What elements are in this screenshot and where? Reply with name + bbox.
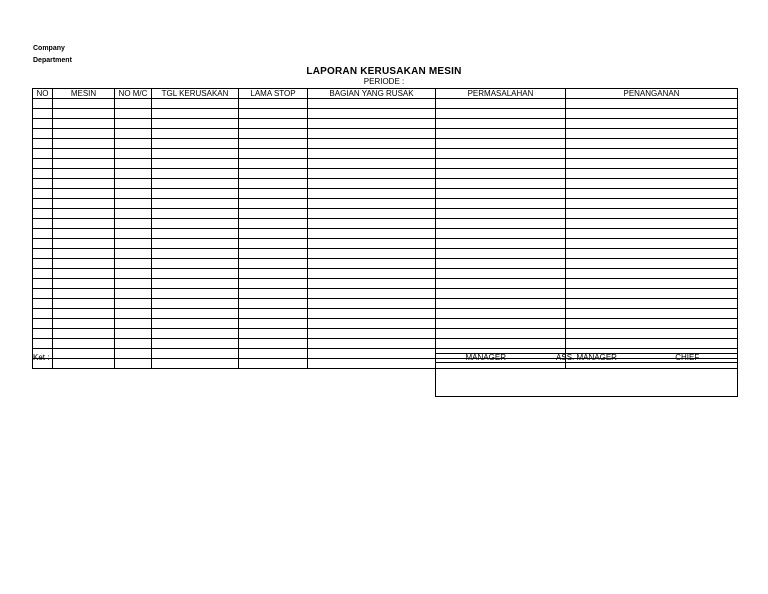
table-cell: [239, 129, 308, 139]
table-cell: [53, 289, 115, 299]
table-cell: [53, 189, 115, 199]
table-cell: [33, 149, 53, 159]
table-cell: [308, 319, 436, 329]
table-cell: [436, 219, 566, 229]
column-header-bagian-yang-rusak: BAGIAN YANG RUSAK: [308, 89, 436, 99]
table-cell: [115, 289, 152, 299]
table-cell: [308, 219, 436, 229]
table-cell: [53, 219, 115, 229]
table-cell: [239, 259, 308, 269]
table-cell: [53, 109, 115, 119]
table-cell: [33, 249, 53, 259]
table-cell: [53, 349, 115, 359]
table-cell: [53, 169, 115, 179]
report-title: LAPORAN KERUSAKAN MESIN: [306, 66, 462, 77]
table-cell: [33, 189, 53, 199]
table-cell: [53, 159, 115, 169]
table-cell: [53, 139, 115, 149]
table-row: [33, 99, 738, 109]
table-row: [33, 209, 738, 219]
table-cell: [566, 179, 738, 189]
table-cell: [33, 299, 53, 309]
table-cell: [152, 279, 239, 289]
table-cell: [152, 99, 239, 109]
column-header-permasalahan: PERMASALAHAN: [436, 89, 566, 99]
table-cell: [53, 279, 115, 289]
table-cell: [239, 209, 308, 219]
table-cell: [308, 129, 436, 139]
table-cell: [308, 339, 436, 349]
table-cell: [436, 139, 566, 149]
table-cell: [566, 269, 738, 279]
table-cell: [436, 169, 566, 179]
table-row: [33, 309, 738, 319]
department-label: Department: [33, 57, 72, 64]
table-row: [33, 219, 738, 229]
table-row: [33, 229, 738, 239]
table-row: [33, 289, 738, 299]
table-cell: [308, 289, 436, 299]
table-cell: [115, 109, 152, 119]
table-cell: [152, 349, 239, 359]
table-cell: [152, 119, 239, 129]
table-cell: [152, 159, 239, 169]
table-cell: [152, 329, 239, 339]
table-cell: [436, 289, 566, 299]
table-cell: [53, 229, 115, 239]
table-cell: [152, 259, 239, 269]
table-cell: [436, 109, 566, 119]
table-cell: [239, 109, 308, 119]
table-cell: [566, 259, 738, 269]
table-cell: [115, 119, 152, 129]
table-cell: [115, 239, 152, 249]
table-cell: [239, 289, 308, 299]
table-cell: [115, 159, 152, 169]
table-cell: [308, 299, 436, 309]
table-cell: [53, 299, 115, 309]
table-cell: [115, 309, 152, 319]
table-row: [33, 269, 738, 279]
table-cell: [115, 359, 152, 369]
table-cell: [436, 209, 566, 219]
table-cell: [566, 329, 738, 339]
table-cell: [308, 149, 436, 159]
table-cell: [436, 249, 566, 259]
table-cell: [115, 219, 152, 229]
table-cell: [239, 189, 308, 199]
table-cell: [308, 159, 436, 169]
table-cell: [566, 299, 738, 309]
table-cell: [33, 159, 53, 169]
table-cell: [152, 129, 239, 139]
table-cell: [33, 329, 53, 339]
table-cell: [53, 249, 115, 259]
table-cell: [566, 249, 738, 259]
table-cell: [115, 319, 152, 329]
table-cell: [53, 309, 115, 319]
table-cell: [115, 299, 152, 309]
table-cell: [239, 149, 308, 159]
table-cell: [308, 239, 436, 249]
table-cell: [33, 239, 53, 249]
table-cell: [566, 99, 738, 109]
table-cell: [53, 359, 115, 369]
table-cell: [239, 309, 308, 319]
table-cell: [308, 209, 436, 219]
table-cell: [239, 279, 308, 289]
table-cell: [436, 309, 566, 319]
ket-label: Ket :: [33, 353, 50, 362]
damage-report-table: [32, 88, 738, 369]
table-header-row: [33, 89, 738, 99]
table-row: [33, 129, 738, 139]
column-header-penanganan: PENANGANAN: [566, 89, 738, 99]
table-cell: [53, 199, 115, 209]
table-cell: [239, 169, 308, 179]
table-cell: [33, 139, 53, 149]
table-cell: [566, 139, 738, 149]
table-cell: [239, 99, 308, 109]
table-row: [33, 109, 738, 119]
table-cell: [308, 169, 436, 179]
table-cell: [115, 209, 152, 219]
table-cell: [115, 179, 152, 189]
table-cell: [239, 159, 308, 169]
table-row: [33, 119, 738, 129]
table-row: [33, 199, 738, 209]
table-cell: [53, 329, 115, 339]
table-cell: [53, 339, 115, 349]
company-label: Company: [33, 45, 65, 52]
table-cell: [33, 319, 53, 329]
periode-label: PERIODE :: [363, 77, 405, 86]
table-cell: [152, 169, 239, 179]
table-cell: [152, 269, 239, 279]
table-cell: [33, 339, 53, 349]
table-cell: [239, 229, 308, 239]
table-cell: [436, 319, 566, 329]
table-cell: [33, 109, 53, 119]
table-cell: [152, 239, 239, 249]
table-cell: [308, 179, 436, 189]
table-cell: [115, 129, 152, 139]
table-cell: [239, 199, 308, 209]
table-cell: [53, 129, 115, 139]
table-cell: [436, 189, 566, 199]
table-cell: [53, 149, 115, 159]
table-cell: [152, 109, 239, 119]
table-cell: [436, 149, 566, 159]
table-cell: [436, 199, 566, 209]
table-cell: [308, 329, 436, 339]
table-cell: [152, 229, 239, 239]
approval-chief: CHIEF: [638, 354, 738, 363]
table-cell: [239, 249, 308, 259]
table-cell: [566, 129, 738, 139]
table-cell: [152, 309, 239, 319]
table-row: [33, 319, 738, 329]
table-cell: [152, 179, 239, 189]
table-cell: [308, 359, 436, 369]
table-cell: [308, 99, 436, 109]
table-cell: [239, 329, 308, 339]
table-body: [33, 99, 738, 369]
table-cell: [33, 309, 53, 319]
table-cell: [152, 199, 239, 209]
table-cell: [566, 339, 738, 349]
column-header-tgl-kerusakan: TGL KERUSAKAN: [152, 89, 239, 99]
table-cell: [53, 319, 115, 329]
table-cell: [566, 239, 738, 249]
table-cell: [115, 249, 152, 259]
approval-header-row: [436, 354, 738, 363]
table-cell: [436, 329, 566, 339]
table-cell: [152, 359, 239, 369]
column-header-no: NO: [33, 89, 53, 99]
table-cell: [115, 259, 152, 269]
column-header-no-mc: NO M/C: [115, 89, 152, 99]
table-cell: [308, 109, 436, 119]
table-row: [33, 279, 738, 289]
table-cell: [239, 359, 308, 369]
table-cell: [308, 349, 436, 359]
table-cell: [53, 179, 115, 189]
table-cell: [566, 309, 738, 319]
table-cell: [566, 209, 738, 219]
table-cell: [33, 219, 53, 229]
table-cell: [436, 259, 566, 269]
table-row: [33, 149, 738, 159]
table-cell: [308, 199, 436, 209]
table-cell: [53, 239, 115, 249]
table-cell: [436, 99, 566, 109]
table-cell: [308, 249, 436, 259]
table-row: [33, 139, 738, 149]
table-cell: [33, 119, 53, 129]
table-cell: [115, 229, 152, 239]
column-header-lama-stop: LAMA STOP: [239, 89, 308, 99]
table-row: [33, 189, 738, 199]
table-cell: [239, 179, 308, 189]
table-cell: [115, 169, 152, 179]
table-cell: [308, 309, 436, 319]
table-cell: [152, 299, 239, 309]
table-cell: [566, 219, 738, 229]
table-cell: [436, 299, 566, 309]
approval-ass-manager: ASS. MANAGER: [536, 354, 638, 363]
table-cell: [152, 149, 239, 159]
table-cell: [152, 219, 239, 229]
table-cell: [53, 119, 115, 129]
table-cell: [308, 279, 436, 289]
table-cell: [566, 289, 738, 299]
table-cell: [239, 219, 308, 229]
table-cell: [566, 199, 738, 209]
table-cell: [115, 149, 152, 159]
table-cell: [33, 209, 53, 219]
column-header-mesin: MESIN: [53, 89, 115, 99]
table-cell: [115, 279, 152, 289]
approval-box: [435, 353, 738, 397]
table-row: [33, 329, 738, 339]
table-cell: [53, 99, 115, 109]
table-cell: [53, 259, 115, 269]
table-cell: [33, 199, 53, 209]
table-cell: [33, 169, 53, 179]
table-cell: [152, 319, 239, 329]
table-cell: [152, 289, 239, 299]
table-cell: [115, 199, 152, 209]
table-cell: [436, 159, 566, 169]
table-cell: [33, 129, 53, 139]
signature-cell-manager: [436, 363, 536, 397]
table-cell: [566, 189, 738, 199]
table-cell: [33, 99, 53, 109]
table-cell: [53, 269, 115, 279]
table-cell: [239, 299, 308, 309]
table-cell: [152, 189, 239, 199]
table-cell: [436, 129, 566, 139]
table-cell: [566, 229, 738, 239]
table-cell: [115, 339, 152, 349]
table-cell: [308, 229, 436, 239]
table-row: [33, 239, 738, 249]
table-cell: [566, 279, 738, 289]
table-cell: [239, 119, 308, 129]
signature-row: [436, 363, 738, 397]
table-row: [33, 249, 738, 259]
table-cell: [152, 209, 239, 219]
table-cell: [566, 109, 738, 119]
table-cell: [33, 179, 53, 189]
table-cell: [566, 159, 738, 169]
table-cell: [308, 269, 436, 279]
table-cell: [152, 339, 239, 349]
table-cell: [308, 259, 436, 269]
table-cell: [436, 239, 566, 249]
table-cell: [33, 259, 53, 269]
table-cell: [152, 139, 239, 149]
approval-manager: MANAGER: [436, 354, 536, 363]
table-cell: [239, 349, 308, 359]
table-cell: [239, 319, 308, 329]
table-cell: [33, 279, 53, 289]
table-cell: [152, 249, 239, 259]
table-cell: [308, 139, 436, 149]
signature-cell-chief: [638, 363, 738, 397]
table-cell: [115, 329, 152, 339]
table-cell: [436, 179, 566, 189]
table-cell: [436, 229, 566, 239]
table-cell: [239, 139, 308, 149]
table-cell: [436, 119, 566, 129]
table-cell: [436, 269, 566, 279]
table-row: [33, 169, 738, 179]
table-cell: [115, 139, 152, 149]
table-cell: [33, 289, 53, 299]
table-cell: [566, 169, 738, 179]
table-row: [33, 299, 738, 309]
table-cell: [436, 279, 566, 289]
table-cell: [115, 189, 152, 199]
table-cell: [33, 269, 53, 279]
table-cell: [436, 339, 566, 349]
table-row: [33, 179, 738, 189]
table-cell: [308, 189, 436, 199]
table-cell: [566, 119, 738, 129]
table-cell: [115, 349, 152, 359]
table-cell: [566, 149, 738, 159]
table-cell: [566, 319, 738, 329]
table-cell: [308, 119, 436, 129]
table-cell: [115, 99, 152, 109]
signature-cell-ass-manager: [536, 363, 638, 397]
table-cell: [53, 209, 115, 219]
table-row: [33, 159, 738, 169]
table-cell: [33, 229, 53, 239]
table-row: [33, 339, 738, 349]
table-cell: [239, 269, 308, 279]
table-cell: [239, 239, 308, 249]
table-cell: [239, 339, 308, 349]
table-row: [33, 259, 738, 269]
table-cell: [115, 269, 152, 279]
